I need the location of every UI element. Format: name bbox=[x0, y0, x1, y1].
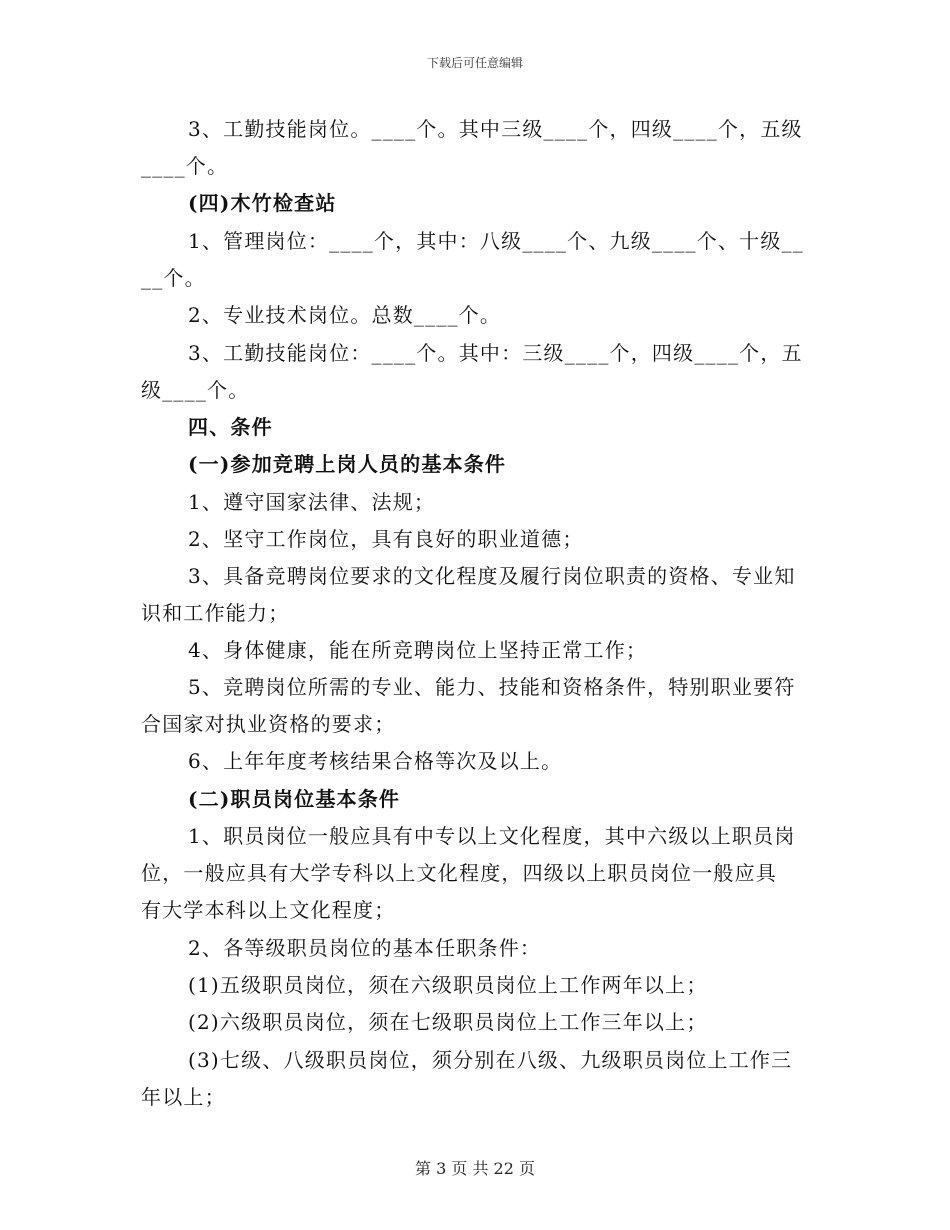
paragraph-line: 有大学本科以上文化程度； bbox=[141, 898, 396, 922]
section-heading: (一)参加竞聘上岗人员的基本条件 bbox=[188, 452, 507, 476]
paragraph-line: 4、身体健康，能在所竞聘岗位上坚持正常工作； bbox=[188, 638, 648, 662]
paragraph-line: 1、遵守国家法律、法规； bbox=[188, 490, 436, 514]
paragraph-line: 2、各等级职员岗位的基本任职条件： bbox=[188, 936, 542, 960]
page-header: 下载后可任意编辑 bbox=[426, 56, 523, 70]
section-heading: (四)木竹检查站 bbox=[188, 191, 337, 215]
section-heading: 四、条件 bbox=[188, 415, 273, 439]
paragraph-line: 5、竞聘岗位所需的专业、能力、技能和资格条件，特别职业要符 bbox=[188, 675, 796, 699]
page-footer: 第 3 页 共 22 页 bbox=[415, 1159, 535, 1178]
paragraph-line: __个。 bbox=[141, 266, 206, 290]
paragraph-line: 级____个。 bbox=[141, 378, 250, 402]
paragraph-line: (3)七级、八级职员岗位，须分别在八级、九级职员岗位上工作三 bbox=[188, 1048, 793, 1072]
paragraph-line: 2、专业技术岗位。总数____个。 bbox=[188, 303, 502, 327]
paragraph-line: 年以上； bbox=[141, 1085, 226, 1109]
paragraph-line: ____个。 bbox=[141, 154, 229, 178]
paragraph-line: 3、工勤技能岗位：____个。其中：三级____个，四级____个，五 bbox=[188, 341, 803, 365]
section-heading: (二)职员岗位基本条件 bbox=[188, 787, 401, 811]
paragraph-line: 1、管理岗位：____个，其中：八级____个、九级____个、十级__ bbox=[188, 229, 804, 253]
paragraph-line: 1、职员岗位一般应具有中专以上文化程度，其中六级以上职员岗 bbox=[188, 824, 796, 848]
paragraph-line: 合国家对执业资格的要求； bbox=[141, 712, 396, 736]
paragraph-line: 6、上年年度考核结果合格等次及以上。 bbox=[188, 749, 563, 773]
paragraph-line: 3、工勤技能岗位。____个。其中三级____个，四级____个，五级 bbox=[188, 117, 803, 141]
paragraph-line: 位，一般应具有大学专科以上文化程度，四级以上职员岗位一般应具 bbox=[141, 861, 777, 885]
paragraph-line: 2、坚守工作岗位，具有良好的职业道德； bbox=[188, 527, 584, 551]
paragraph-line: (2)六级职员岗位，须在七级职员岗位上工作三年以上； bbox=[188, 1010, 708, 1034]
paragraph-line: 识和工作能力； bbox=[141, 601, 290, 625]
paragraph-line: 3、具备竞聘岗位要求的文化程度及履行岗位职责的资格、专业知 bbox=[188, 564, 796, 588]
paragraph-line: (1)五级职员岗位，须在六级职员岗位上工作两年以上； bbox=[188, 973, 708, 997]
